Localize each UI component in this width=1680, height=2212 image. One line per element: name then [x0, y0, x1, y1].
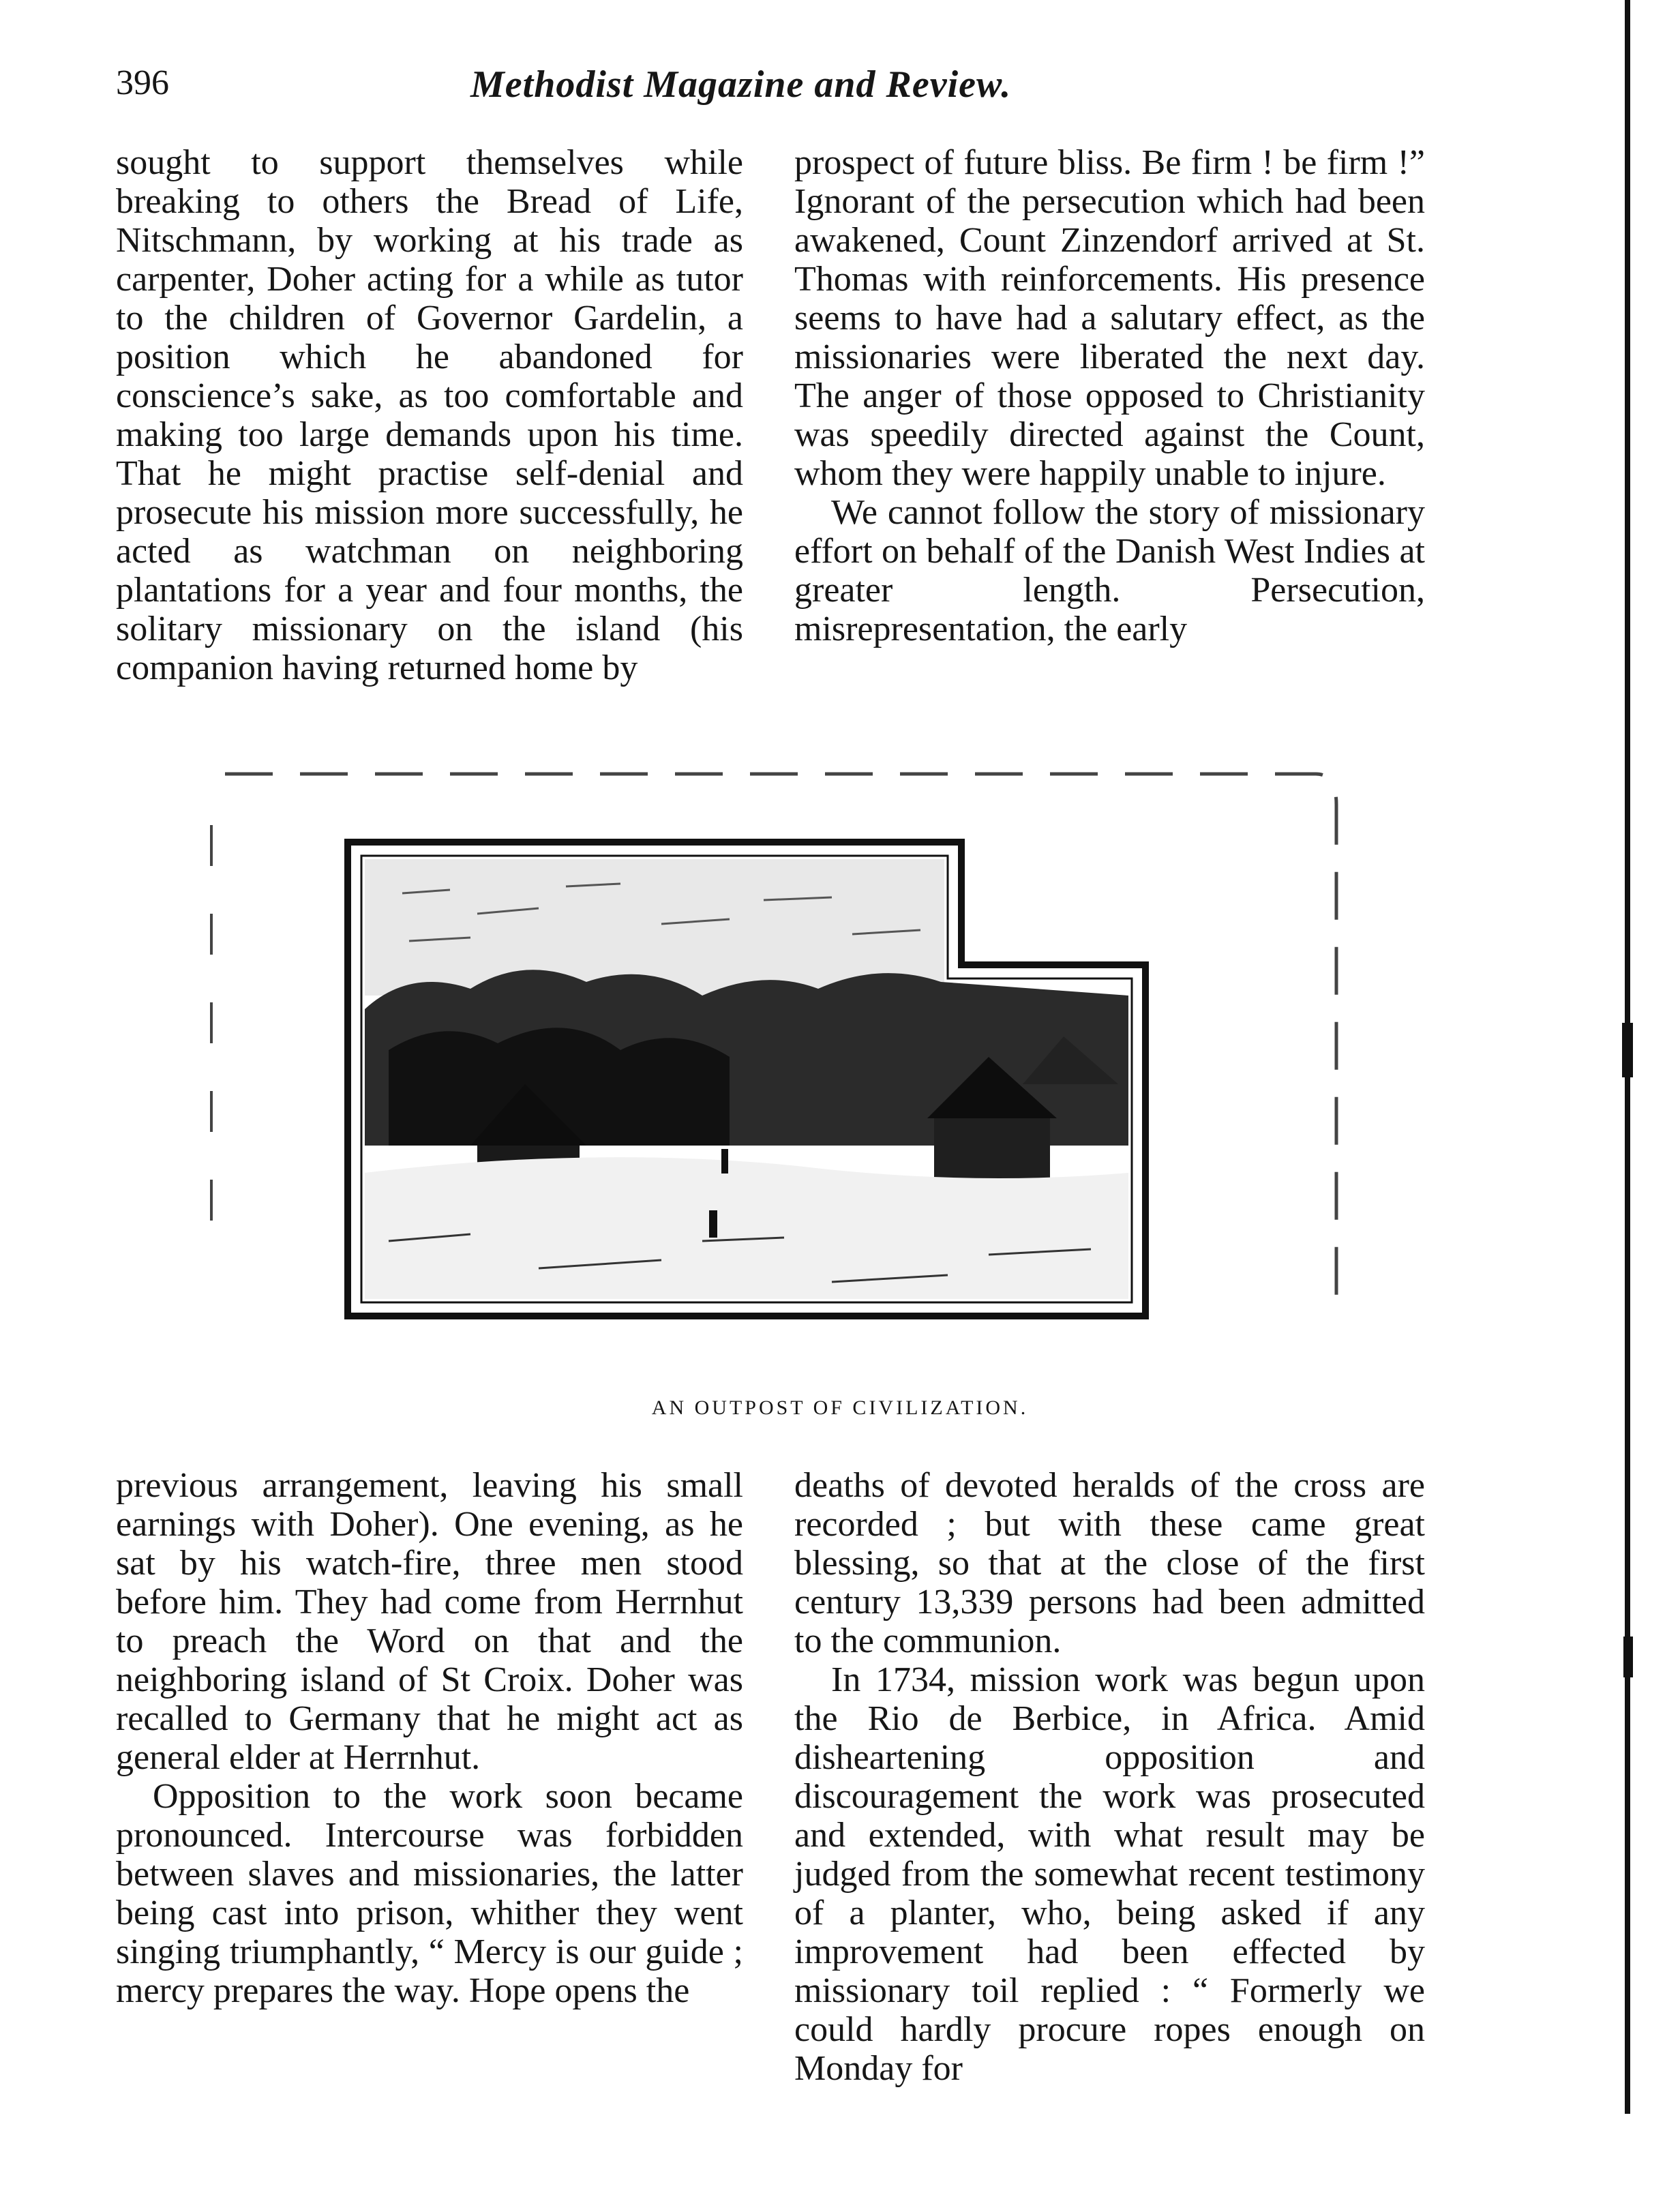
- column-top-right: [794, 143, 1425, 648]
- column-bottom-right: [794, 1466, 1425, 2088]
- binding-edge: [1619, 0, 1640, 2212]
- paragraph: Opposition to the work soon became pronounced. Intercourse was forbidden between slaves and missionaries, the latter being cast into prison, whither they went singing triumphantly, “ Mercy is our guide ; mercy prepares the way. Hope opens the: [116, 1777, 743, 2010]
- column-top-left: [116, 143, 743, 687]
- page-number: 396: [116, 63, 169, 102]
- paragraph: previous arrangement, leaving his small earnings with Doher). One evening, as he sat by his watch-fire, three men stood before him. They had come from Herrnhut to preach the Word on that and the neighboring island of St Croix. Doher was recalled to Germany that he might act as general elder at Herrnhut.: [116, 1466, 743, 1777]
- paragraph: We cannot follow the story of missionary effort on behalf of the Danish West Indies at greater length. Persecution, misrepresentation, the early: [794, 493, 1425, 648]
- illustration: [184, 764, 1343, 1350]
- figure-caption: AN OUTPOST OF CIVILIZATION.: [651, 1396, 1029, 1419]
- paragraph: prospect of future bliss. Be firm ! be firm !” Ignorant of the persecution which had been awakened, Count Zinzendorf arrived at St. Thomas with reinforcements. His presence seems to have had a salutary effect, as the missionaries were liberated the next day. The anger of those opposed to Christianity was speedily directed against the Count, whom they were happily unable to injure.: [794, 143, 1425, 493]
- page-header: [116, 63, 1425, 124]
- running-title: Methodist Magazine and Review.: [470, 63, 1012, 106]
- paragraph: In 1734, mission work was begun upon the Rio de Berbice, in Africa. Amid disheartening opposition and discouragement the work was prosecuted and extended, with what result may be judged from the somewhat recent testimony of a planter, who, being asked if any improvement had been effected by missionary toil replied : “ Formerly we could hardly procure ropes enough on Monday for: [794, 1660, 1425, 2088]
- paragraph: deaths of devoted heralds of the cross are recorded ; but with these came great blessing, so that at the close of the first century 13,339 persons had been admitted to the communion.: [794, 1466, 1425, 1660]
- column-bottom-left: [116, 1466, 743, 2010]
- paragraph: sought to support themselves while breaking to others the Bread of Life, Nitschmann, by working at his trade as carpenter, Doher acting for a while as tutor to the children of Governor Gardelin, a position which he abandoned for conscience’s sake, as too comfortable and making too large demands upon his time. That he might practise self-denial and prosecute his mission more successfully, he acted as watchman on neighboring plantations for a year and four months, the solitary missionary on the island (his companion having returned home by: [116, 143, 743, 687]
